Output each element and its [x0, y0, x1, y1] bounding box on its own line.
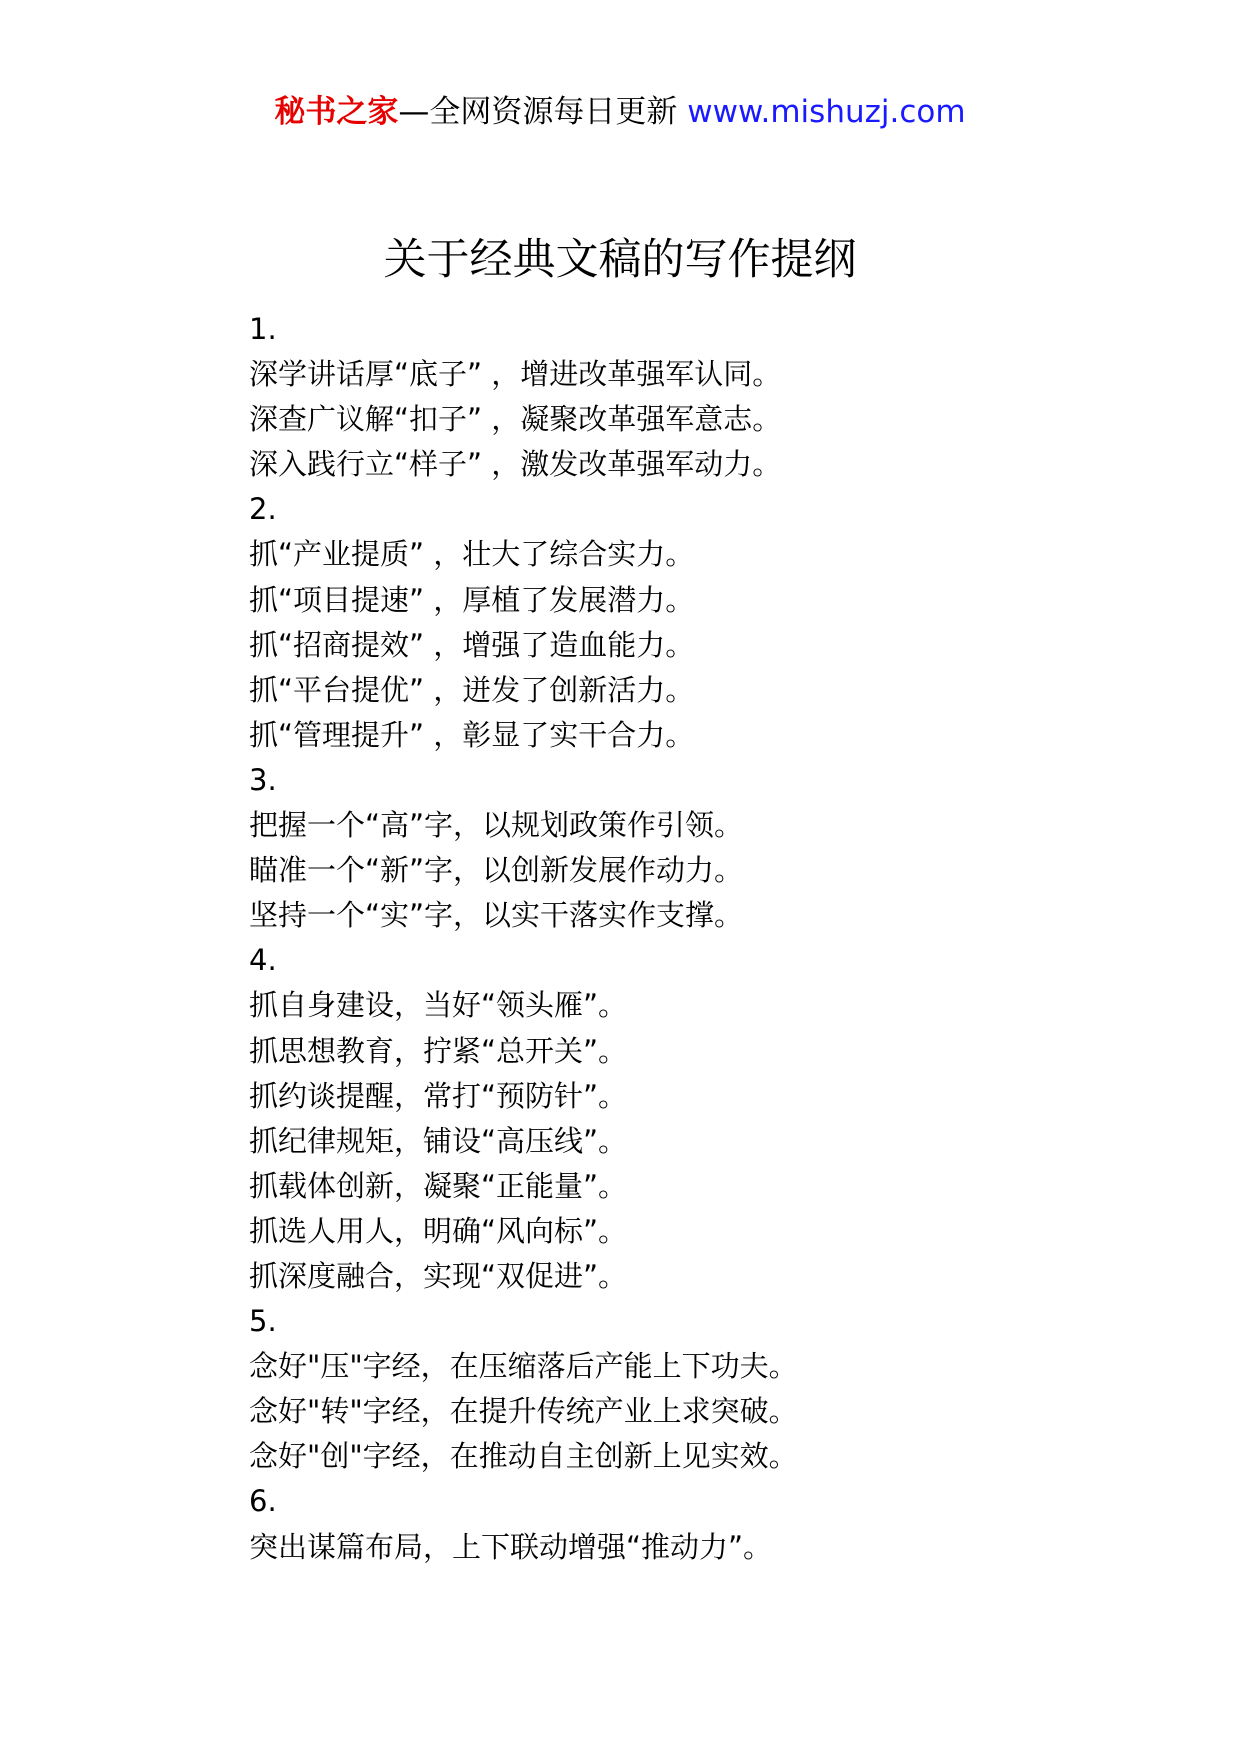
outline-line: 抓载体创新，凝聚“正能量”。: [249, 1168, 628, 1203]
outline-line: 突出谋篇布局，上下联动增强“推动力”。: [249, 1529, 773, 1564]
section-number: 6.: [249, 1484, 277, 1519]
section-number: 4.: [249, 943, 277, 978]
site-url-link[interactable]: www.mishuzj.com: [687, 94, 966, 130]
section-number: 2.: [249, 492, 277, 527]
site-header: [0, 92, 1240, 132]
outline-line: 把握一个“高”字，以规划政策作引领。: [249, 808, 744, 843]
outline-line: 抓“平台提优” ，迸发了创新活力。: [249, 672, 695, 707]
outline-line: 深学讲话厚“底子” ，增进改革强军认同。: [249, 357, 782, 392]
outline-line: 抓“项目提速” ，厚植了发展潜力。: [249, 582, 695, 617]
outline-line: 抓思想教育，拧紧“总开关”。: [249, 1033, 628, 1068]
section-number: 1.: [249, 312, 277, 346]
outline-line: 抓“招商提效” ，增强了造血能力。: [249, 627, 695, 662]
outline-line: 抓自身建设，当好“领头雁”。: [249, 988, 628, 1023]
outline-line: 抓约谈提醒，常打“预防针”。: [249, 1078, 628, 1113]
outline-line: 深查广议解“扣子” ，凝聚改革强军意志。: [249, 402, 782, 437]
outline-line: 念好"转"字经，在提升传统产业上求突破。: [249, 1394, 798, 1429]
outline-line: 抓“产业提质” ，壮大了综合实力。: [249, 537, 695, 572]
site-brand: 秘书之家: [274, 94, 399, 130]
section-number: 5.: [249, 1304, 277, 1339]
section-number: 3.: [249, 762, 277, 797]
outline-line: 抓纪律规矩，铺设“高压线”。: [249, 1123, 628, 1158]
outline-line: 念好"创"字经，在推动自主创新上见实效。: [249, 1439, 798, 1474]
site-tagline: —全网资源每日更新: [398, 94, 688, 130]
outline-line: 抓“管理提升” ，彰显了实干合力。: [249, 717, 695, 752]
outline-line: 抓深度融合，实现“双促进”。: [249, 1258, 628, 1293]
outline-line: 念好"压"字经，在压缩落后产能上下功夫。: [249, 1349, 798, 1384]
outline-line: 坚持一个“实”字，以实干落实作支撑。: [249, 898, 744, 933]
outline-line: 抓选人用人，明确“风向标”。: [249, 1213, 628, 1248]
outline-line: 瞄准一个“新”字，以创新发展作动力。: [249, 853, 744, 888]
outline-line: 深入践行立“样子” ，激发改革强军动力。: [249, 447, 782, 482]
document-title: 关于经典文稿的写作提纲: [383, 235, 857, 285]
document-body: [249, 307, 1209, 1570]
